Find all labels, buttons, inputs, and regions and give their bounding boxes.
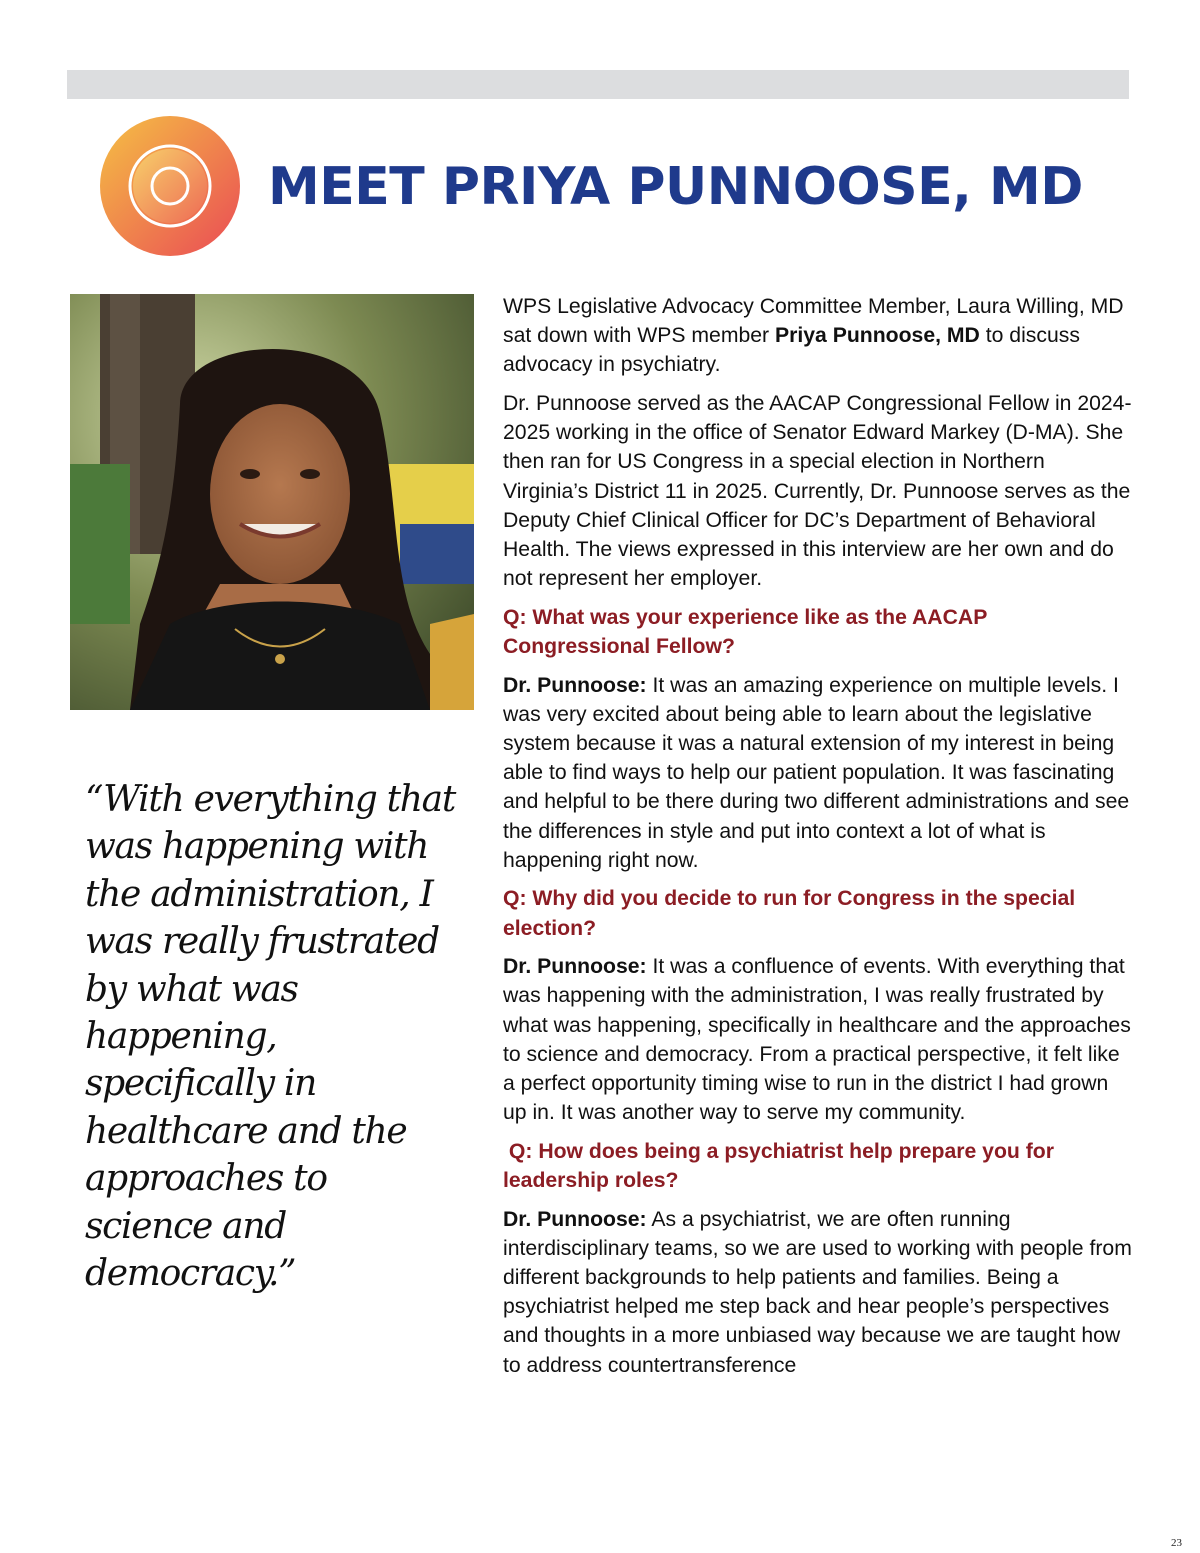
answer-1: Dr. Punnoose: It was an amazing experience on multiple levels. I was very excited about being able to learn about the legislative system because it was a natural extension of my interest in being able to find ways to help our patient population. It was fascinating and helpful to be there during two different administrations and see the differences in style and put into context a lot of what is happening right now.: [503, 673, 1130, 872]
answer-2: Dr. Punnoose: It was a confluence of events. With everything that was happening with the administration, I was really frustrated by what was happening, specifically in healthcare and the approaches to science and democracy. From a practical perspective, it felt like a perfect opportunity timing wise to run in the district I had grown up in. It was another way to serve my community.: [503, 955, 1131, 1125]
intro-paragraph: WPS Legislative Advocacy Committee Member, Laura Willing, MD sat down with WPS member Priya Punnoose, MD to discuss advocacy in psychiatry.: [503, 295, 1124, 377]
portrait-photo: [70, 294, 474, 710]
page-number: 23: [1171, 1537, 1182, 1549]
top-banner-bar: [67, 70, 1129, 99]
answer-3: Dr. Punnoose: As a psychiatrist, we are often running interdisciplinary teams, so we are used to working with people from different backgrounds to help patients and families. Being a psychiatrist helped me step back and hear people’s perspectives and thoughts in a more unbiased way because we are taught how to address countertransference: [503, 1207, 1132, 1377]
question-3: Q: How does being a psychiatrist help prepare you for leadership roles?: [503, 1139, 1060, 1193]
bio-paragraph: Dr. Punnoose served as the AACAP Congressional Fellow in 2024-2025 working in the office of Senator Edward Markey (D-MA). She then ran for US Congress in a special election in Northern Virginia’s District 11 in 2025. Currently, Dr. Punnoose serves as the Deputy Chief Clinical Officer for DC’s Department of Behavioral Health. The views expressed in this interview are her own and do not represent her employer.: [503, 392, 1132, 591]
article-body: [503, 292, 1133, 1389]
concentric-circle-logo-icon: [100, 116, 240, 256]
pull-quote: “With everything that was happening with the administration, I was really frustrated by what was happening, specifically in healthcare and the approaches to science and democracy.”: [85, 779, 456, 1295]
page-title: MEET PRIYA PUNNOOSE, MD: [268, 157, 1083, 217]
question-1: Q: What was your experience like as the AACAP Congressional Fellow?: [503, 605, 987, 659]
question-2: Q: Why did you decide to run for Congress in the special election?: [503, 887, 1076, 940]
